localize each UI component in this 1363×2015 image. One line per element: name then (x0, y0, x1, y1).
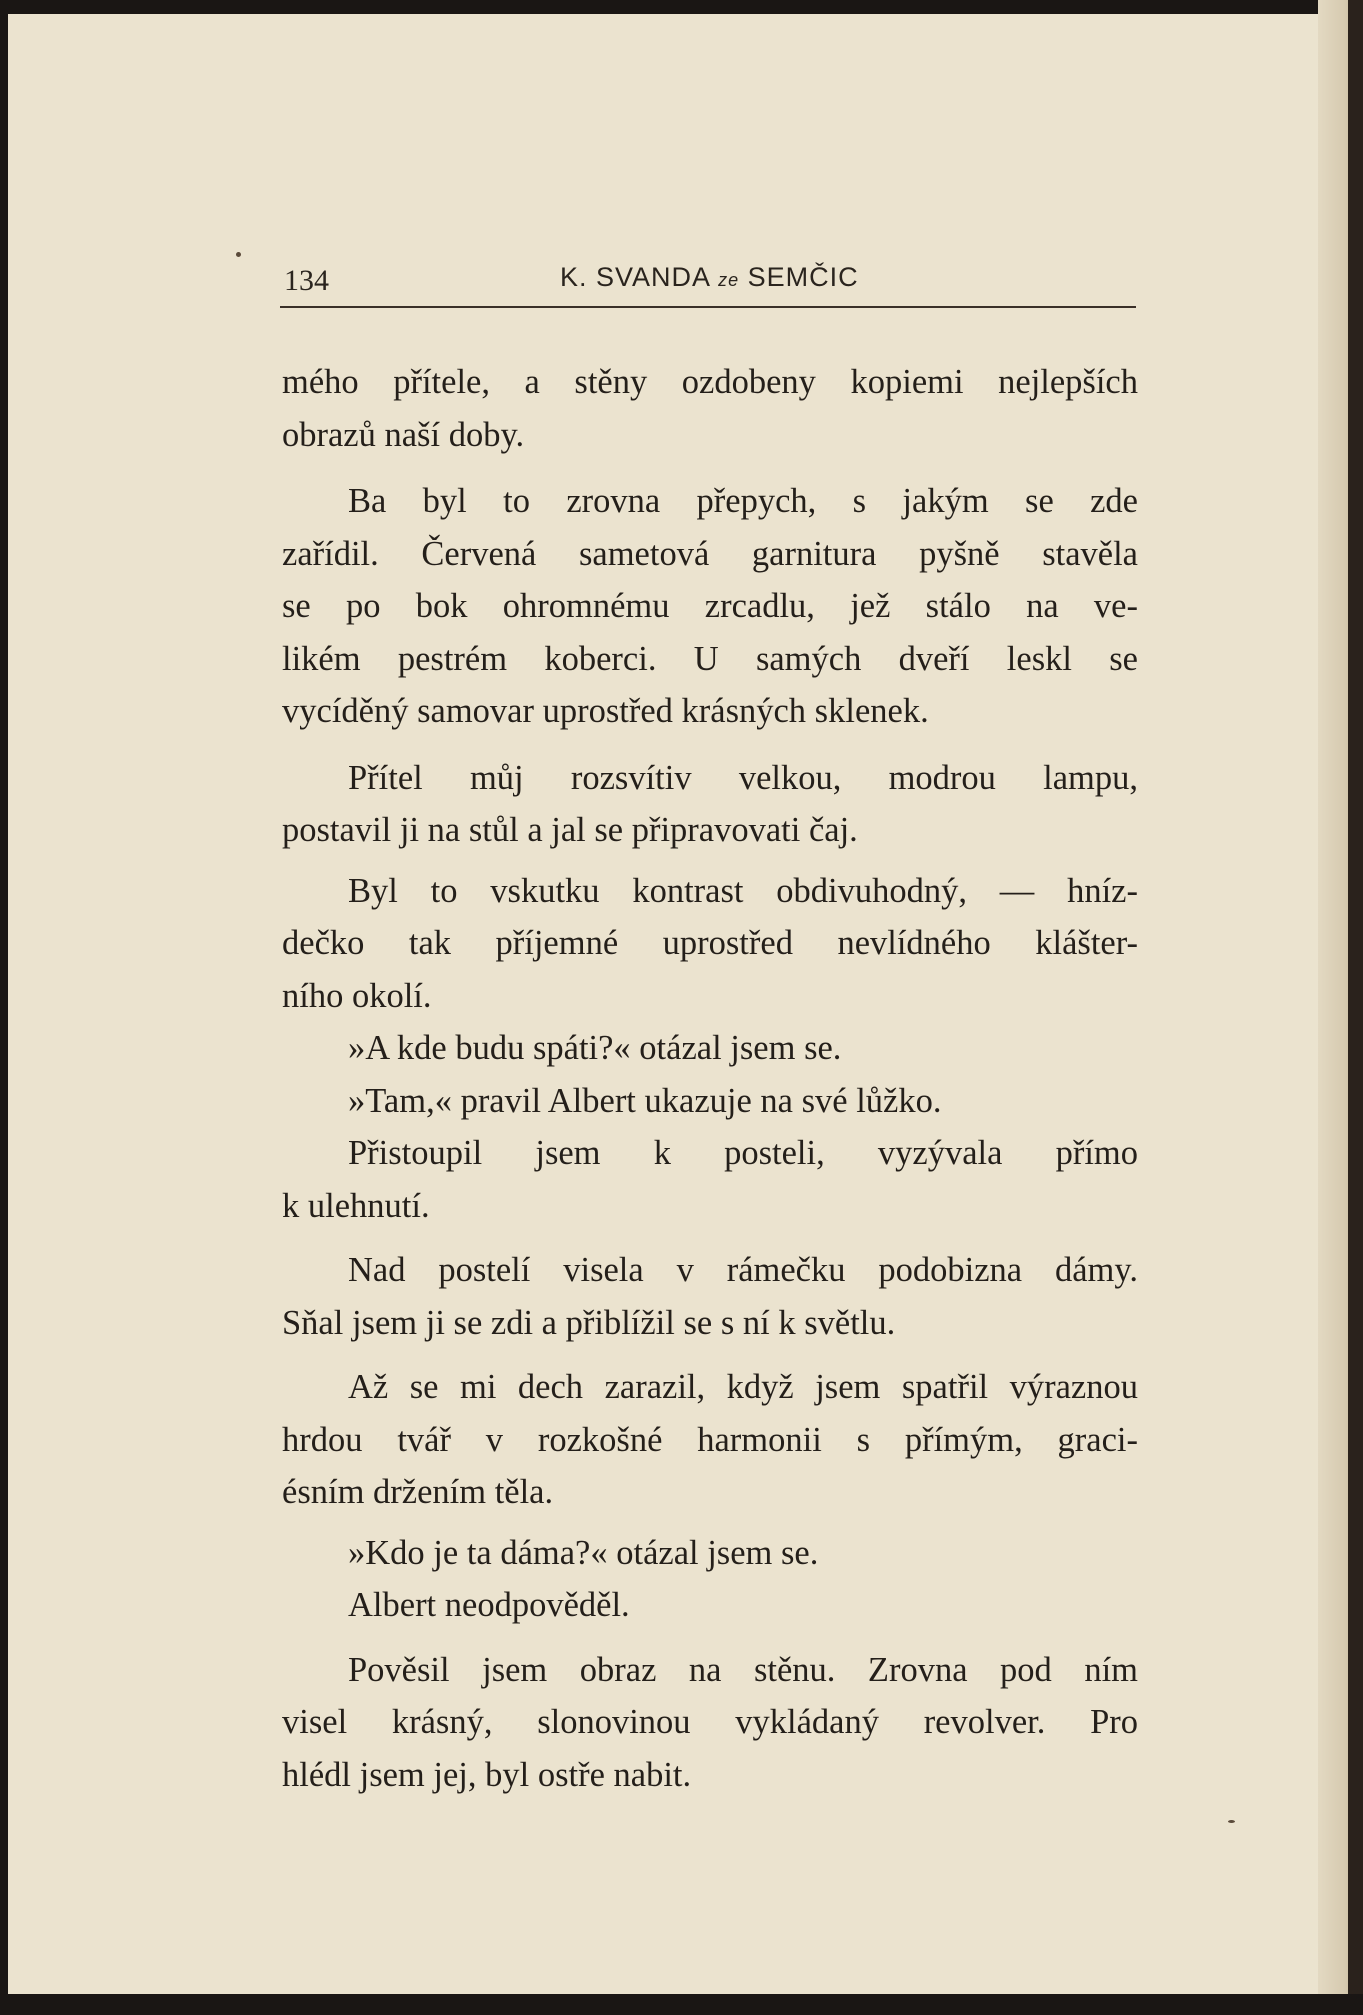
paper-speck (1228, 1820, 1235, 1823)
text-line: ního okolí. (282, 976, 432, 1015)
text-line: Pověsil jsem obraz na stěnu. Zrovna pod ním (348, 1650, 1138, 1689)
scan-right-edge (1348, 0, 1363, 2015)
page-number: 134 (284, 264, 329, 297)
text-line: »A kde budu spáti?« otázal jsem se. (348, 1029, 842, 1067)
scan-left-edge (0, 0, 8, 2015)
text-line: zařídil. Červená sametová garnitura pyšně stavěla (282, 534, 1138, 573)
paper-speck (236, 252, 241, 257)
text-line: mého přítele, a stěny ozdobeny kopiemi nejlepších (282, 363, 1138, 401)
text-line: postavil ji na stůl a jal se připravovati čaj. (282, 811, 858, 849)
scan-top-edge (0, 0, 1363, 14)
text-line: k ulehnutí. (282, 1186, 430, 1225)
body-text (282, 356, 1138, 1801)
text-line: Ba byl to zrovna přepych, s jakým se zde (348, 482, 1138, 520)
text-line: hrdou tvář v rozkošné harmonii s přímým, graci- (282, 1420, 1138, 1459)
text-line: Až se mi dech zarazil, když jsem spatřil výraznou (348, 1368, 1138, 1406)
text-line: Sňal jsem ji se zdi a přiblížil se s ní k světlu. (282, 1303, 896, 1342)
text-line: »Kdo je ta dáma?« otázal jsem se. (348, 1533, 819, 1572)
text-line: Přítel můj rozsvítiv velkou, modrou lampu, (348, 758, 1138, 797)
text-line: vycíděný samovar uprostřed krásných sklenek. (282, 692, 929, 730)
author-name: K. SVANDA (560, 262, 710, 292)
text-line: »Tam,« pravil Albert ukazuje na své lůžko. (348, 1081, 942, 1120)
text-line: Nad postelí visela v rámečku podobizna dámy. (348, 1251, 1138, 1289)
text-line: Albert neodpověděl. (348, 1586, 630, 1624)
author-surname: SEMČIC (747, 262, 859, 292)
text-line: se po bok ohromnému zrcadlu, jež stálo na ve- (282, 587, 1138, 625)
text-line: Byl to vskutku kontrast obdivuhodný, — hníz- (348, 871, 1138, 910)
text-line: ésním držením těla. (282, 1473, 554, 1511)
text-line: visel krásný, slonovinou vykládaný revolver. Pro (282, 1703, 1138, 1741)
author-particle: ze (718, 270, 740, 290)
text-line: hlédl jsem jej, byl ostře nabit. (282, 1755, 692, 1794)
running-head-title (560, 262, 859, 293)
running-header (280, 256, 1136, 308)
scan-bottom-edge (0, 1994, 1363, 2015)
text-line: obrazů naší doby. (282, 415, 525, 454)
text-line: likém pestrém koberci. U samých dveří leskl se (282, 639, 1138, 678)
text-line: dečko tak příjemné uprostřed nevlídného klášter- (282, 924, 1138, 962)
text-line: Přistoupil jsem k posteli, vyzývala přímo (348, 1134, 1138, 1172)
